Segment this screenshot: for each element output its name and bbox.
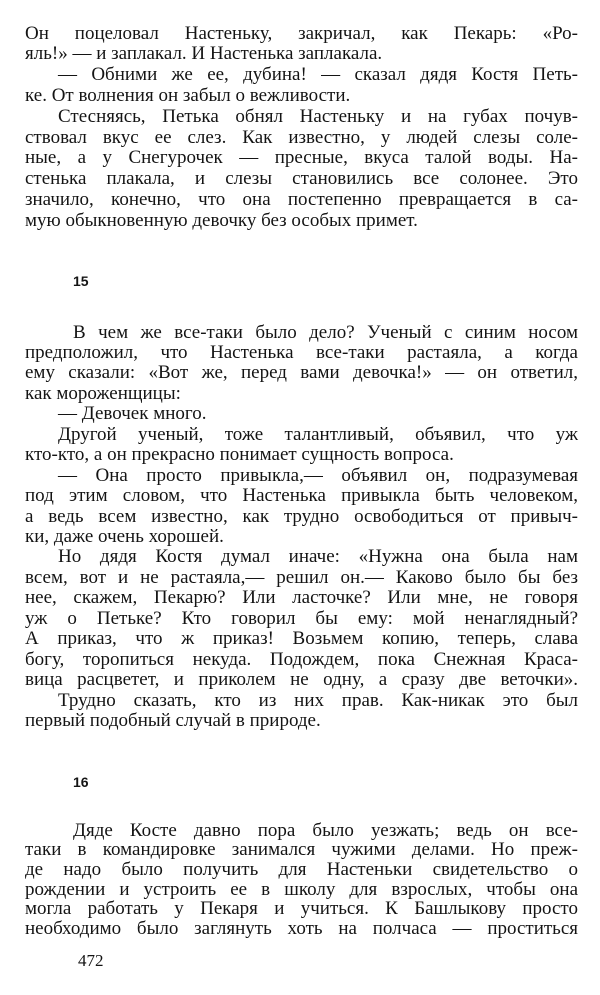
text-line: уж о Петьке? Кто говорил бы ему: мой ненаглядный? xyxy=(25,607,578,629)
text-line: де надо было получить для Настеньки свидетельство о xyxy=(25,858,578,880)
text-line: Стесняясь, Петька обнял Настеньку и на губах почув- xyxy=(58,105,578,127)
text-line: значило, конечно, что она постепенно превращается в са- xyxy=(25,188,578,210)
text-line: нее, скажем, Пекарю? Или ласточке? Или мне, не говоря xyxy=(25,587,578,609)
text-line: ные, а у Снегурочек — пресные, вкуса талой воды. На- xyxy=(25,147,578,169)
text-line: а ведь всем известно, как трудно освободиться от привыч- xyxy=(25,505,578,527)
text-line: Дяде Косте давно пора было уезжать; ведь он все- xyxy=(73,819,578,841)
text-line: кто-кто, а он прекрасно понимает сущность вопроса. xyxy=(25,444,454,466)
text-line: А приказ, что ж приказ! Возьмем копию, теперь, слава xyxy=(25,628,578,650)
text-line: рождении и устроить ее в школу для взрослых, чтобы она xyxy=(25,878,578,900)
text-line: богу, торопиться некуда. Подождем, пока Снежная Краса- xyxy=(25,648,578,670)
text-line: под этим словом, что Настенька привыкла быть человеком, xyxy=(25,485,578,507)
text-line: В чем же все-таки было дело? Ученый с синим носом xyxy=(73,321,578,343)
heading-chapter-15: 15 xyxy=(73,273,89,289)
text-line: Но дядя Костя думал иначе: «Нужна она была нам xyxy=(58,546,578,568)
text-line: — Она просто привыкла,— объявил он, подразумевая xyxy=(58,464,578,486)
text-line: как мороженщицы: xyxy=(25,382,181,404)
text-line: ствовал вкус ее слез. Как известно, у людей слезы соле- xyxy=(25,126,578,148)
text-line: предположил, что Настенька все-таки растаяла, а когда xyxy=(25,341,578,363)
text-line: таки в командировке занимался чужими делами. Но преж- xyxy=(25,839,578,861)
text-line: всем, вот и не растаяла,— решил он.— Каково было бы без xyxy=(25,566,578,588)
text-line: мую обыкновенную девочку без особых примет. xyxy=(25,209,418,231)
text-line: Он поцеловал Настеньку, закричал, как Пекарь: «Ро- xyxy=(25,22,578,44)
page-number: 472 xyxy=(78,951,104,970)
text-line: необходимо было заглянуть хоть на полчаса — проститься xyxy=(25,918,578,939)
text-line: вица расцветет, и приколем не одну, а сразу две веточки». xyxy=(25,669,578,691)
text-line: ке. От волнения он забыл о вежливости. xyxy=(25,84,351,106)
text-line: ки, даже очень хорошей. xyxy=(25,526,224,547)
text-line: яль!» — и заплакал. И Настенька заплакала. xyxy=(25,43,383,65)
text-line: — Обними же ее, дубина! — сказал дядя Костя Петь- xyxy=(58,64,578,86)
text-line: первый подобный случай в природе. xyxy=(25,710,321,732)
text-line: стенька плакала, и слезы становились все солонее. Это xyxy=(25,168,578,190)
heading-chapter-16: 16 xyxy=(73,774,89,790)
text-line: Другой ученый, тоже талантливый, объявил, что уж xyxy=(58,423,578,445)
text-line: могла работать у Пекаря и учиться. К Башлыкову просто xyxy=(25,898,578,920)
text-line: ему сказали: «Вот же, перед вами девочка!» — он ответил, xyxy=(25,362,578,384)
text-line: Трудно сказать, кто из них прав. Как-никак это был xyxy=(58,689,578,711)
text-line: — Девочек много. xyxy=(58,403,207,425)
